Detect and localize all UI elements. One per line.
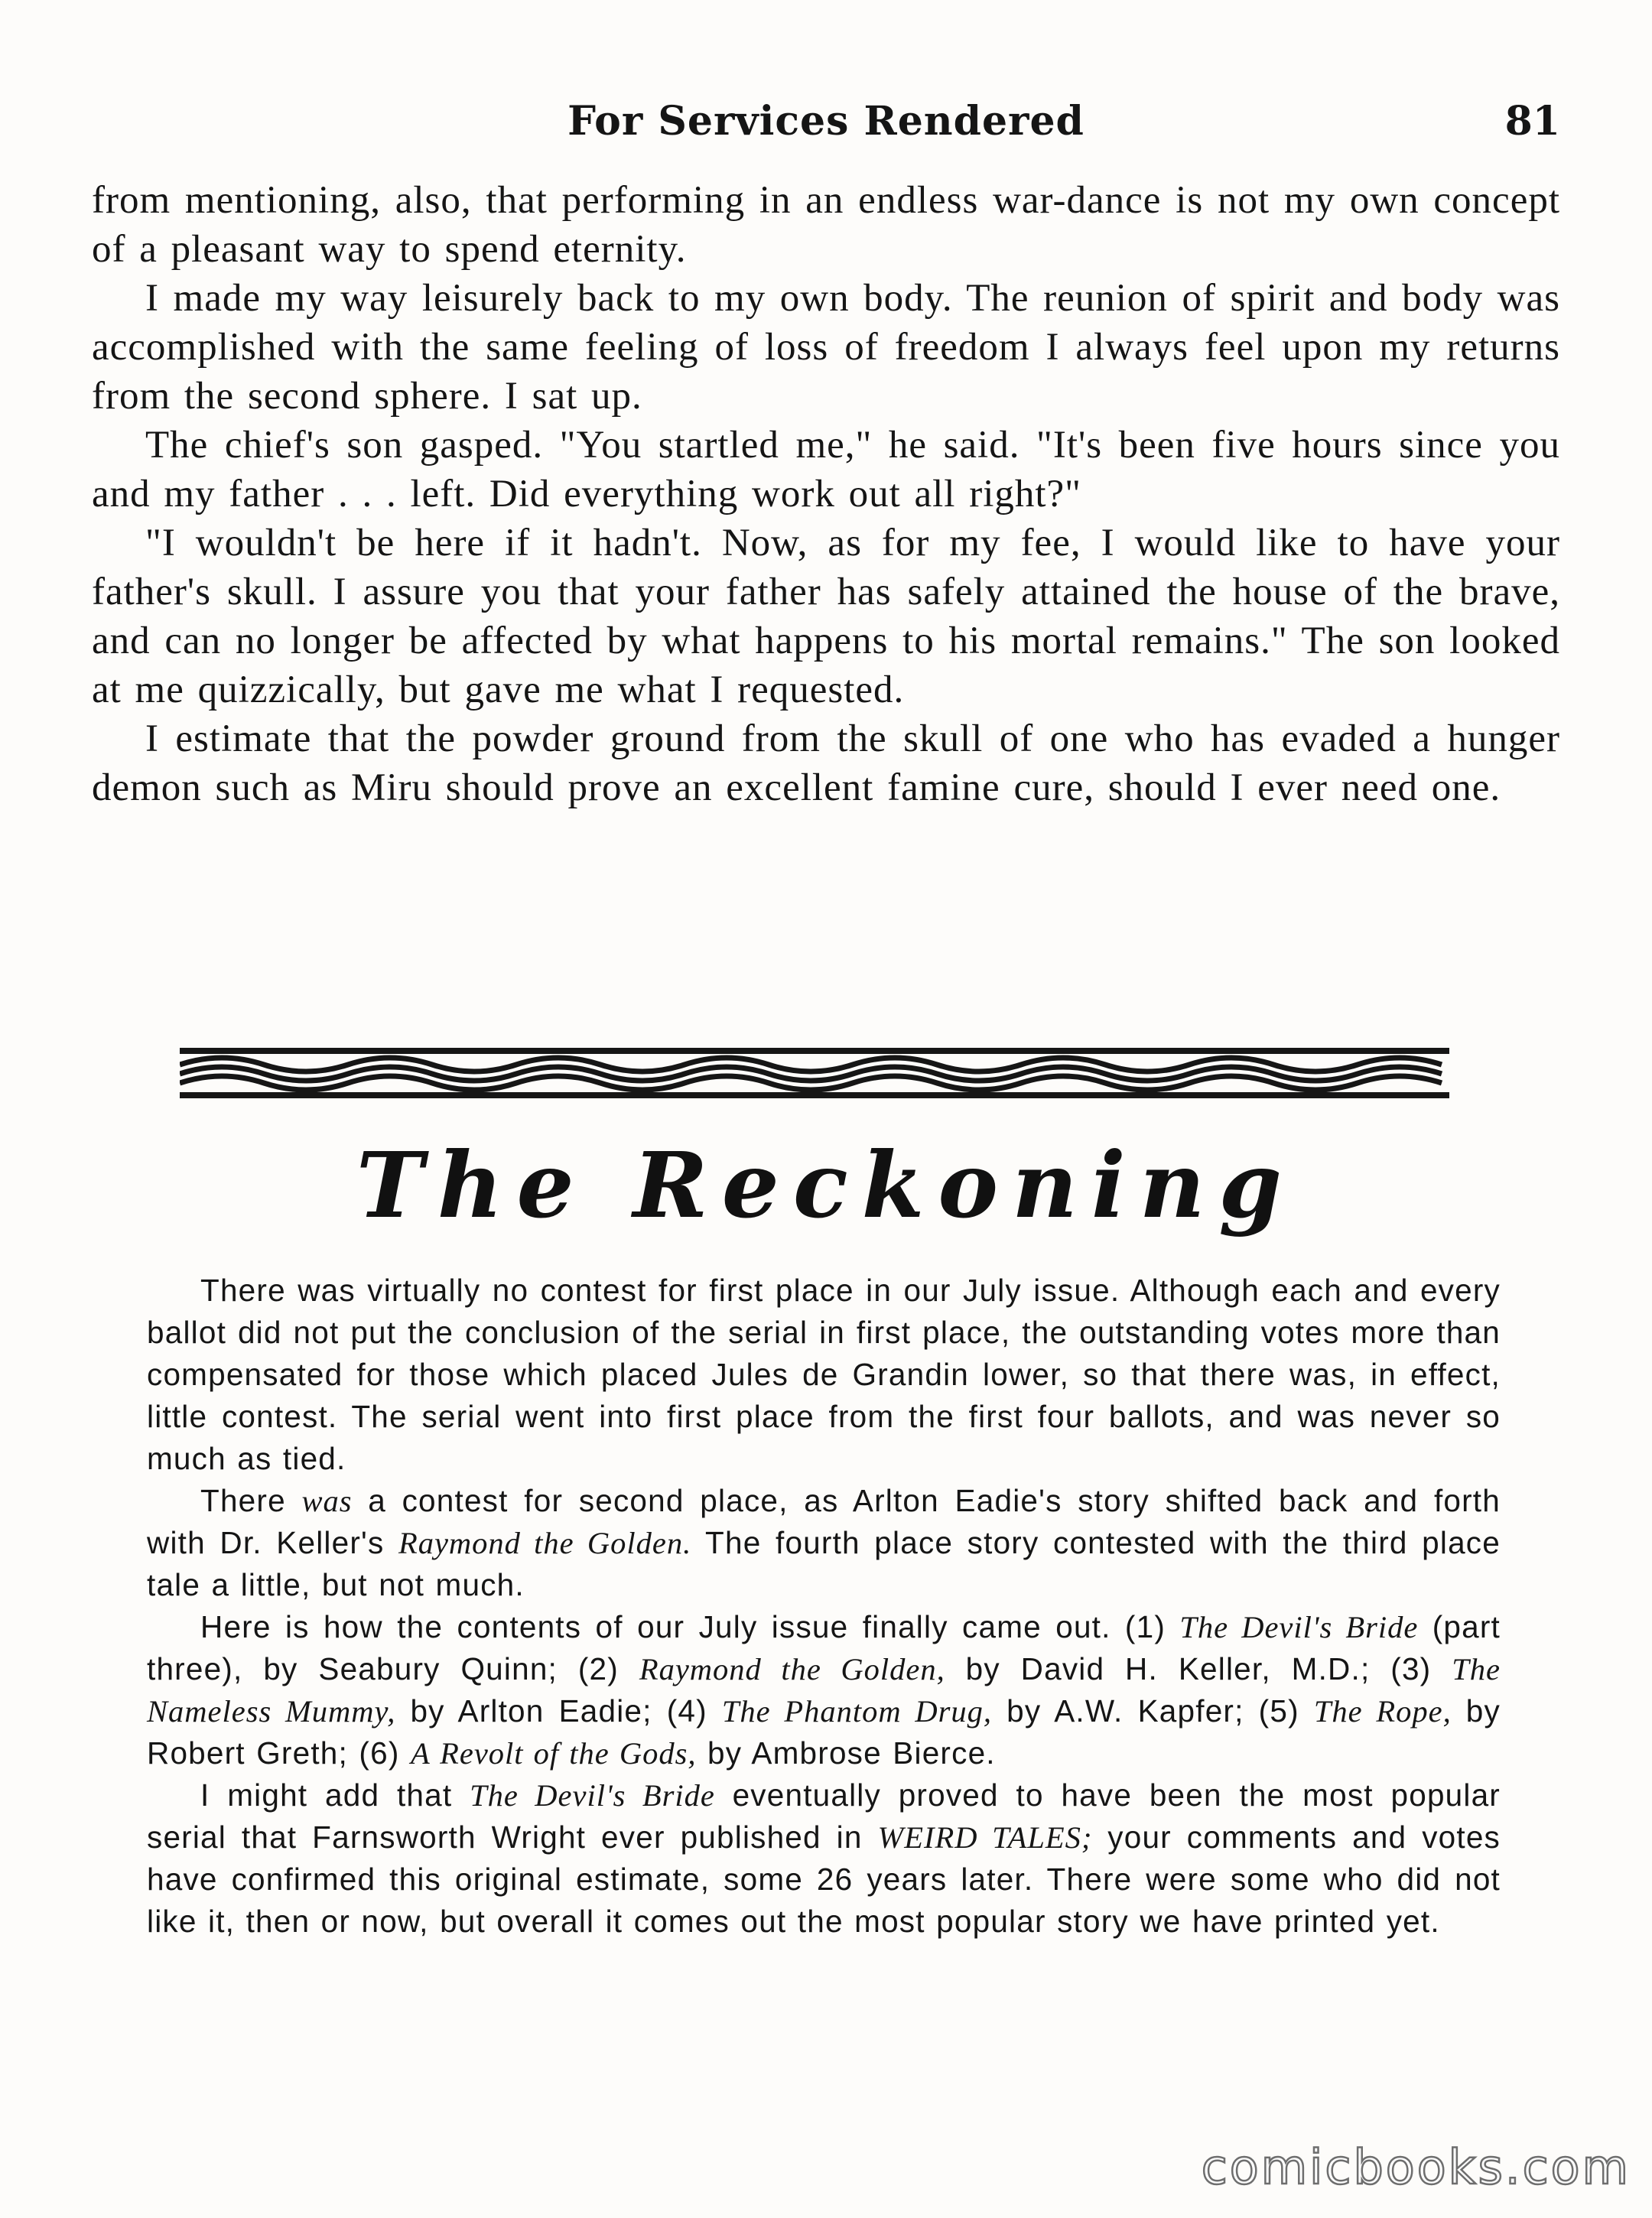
story-title: A Revolt of the Gods,: [410, 1736, 697, 1771]
story-title: The Rope,: [1313, 1694, 1452, 1729]
story-title: Raymond the Golden.: [398, 1526, 692, 1560]
text-run: by David H. Keller, M.D.; (3): [945, 1651, 1452, 1686]
story-text: [92, 176, 1560, 812]
site-watermark: comicbooks.com: [1201, 2139, 1631, 2195]
story-paragraph: The chief's son gasped. "You startled me," he said. "It's been five hours since you and my father . . . left. Did everything work out all right?": [92, 424, 1560, 515]
reckoning-paragraph: [147, 1480, 1501, 1606]
text-run: The fourth place story contested with the third place tale a little, but not much.: [147, 1525, 1501, 1602]
text-run: eventually proved to have been the most popular serial that Farnsworth Wright ever published in: [147, 1777, 1501, 1855]
text-run: (part three), by Seabury Quinn; (2): [147, 1609, 1501, 1686]
reckoning-text: [147, 1270, 1501, 1943]
magazine-title: WEIRD TALES;: [877, 1820, 1093, 1855]
story-title: Raymond the Golden,: [639, 1652, 945, 1686]
reckoning-paragraph: There was virtually no contest for first place in our July issue. Although each and every ballot did not put the conclusion of the serial in first place, the outstanding votes more than compensated for those which placed Jules de Grandin lower, so that there was, in effect, little contest. The serial went into first place from the first four ballots, and was never so much as tied.: [147, 1273, 1501, 1476]
text-run: I might add that: [200, 1777, 470, 1813]
story-title: The Nameless Mummy,: [147, 1652, 1501, 1729]
text-run: by Arlton Eadie; (4): [395, 1693, 722, 1729]
story-paragraph: I estimate that the powder ground from the skull of one who has evaded a hunger demon such as Miru should prove an excellent famine cure, should I ever need one.: [92, 717, 1560, 809]
text-run: by A.W. Kapfer; (5): [992, 1693, 1314, 1729]
story-title: The Devil's Bride: [470, 1778, 715, 1813]
story-paragraph: "I wouldn't be here if it hadn't. Now, as for my fee, I would like to have your father's skull. I assure you that your father has safely attained the house of the brave, and can no longer be affected by what happens to his mortal remains." The son looked at me quizzically, but gave me what I requested.: [92, 522, 1560, 711]
wave-divider-ornament: [180, 1046, 1449, 1100]
text-run: Here is how the contents of our July issue finally came out. (1): [200, 1609, 1180, 1644]
emphasis: was: [301, 1484, 353, 1518]
text-run: a contest for second place, as Arlton Eadie's story shifted back and forth with Dr. Keller's: [147, 1483, 1501, 1560]
reckoning-paragraph: [147, 1606, 1501, 1774]
page-header: [92, 98, 1560, 159]
story-paragraph: I made my way leisurely back to my own body. The reunion of spirit and body was accomplished with the same feeling of loss of freedom I always feel upon my returns from the second sphere. I sat up.: [92, 277, 1560, 418]
text-run: There: [200, 1483, 302, 1518]
story-title: The Phantom Drug,: [721, 1694, 993, 1729]
running-title: For Services Rendered: [567, 98, 1085, 145]
page-number: 81: [1504, 98, 1560, 145]
reckoning-paragraph: [147, 1774, 1501, 1943]
text-run: by Ambrose Bierce.: [696, 1735, 996, 1771]
story-title: The Devil's Bride: [1179, 1610, 1419, 1644]
story-paragraph: from mentioning, also, that performing in an endless war-dance is not my own concept of a pleasant way to spend eternity.: [92, 179, 1560, 271]
section-title: The Reckoning: [356, 1132, 1296, 1238]
text-run: your comments and votes have confirmed this original estimate, some 26 years later. There were some who did not like it, then or now, but overall it comes out the most popular story we have printed yet.: [147, 1820, 1501, 1939]
text-run: by Robert Greth; (6): [147, 1693, 1501, 1771]
